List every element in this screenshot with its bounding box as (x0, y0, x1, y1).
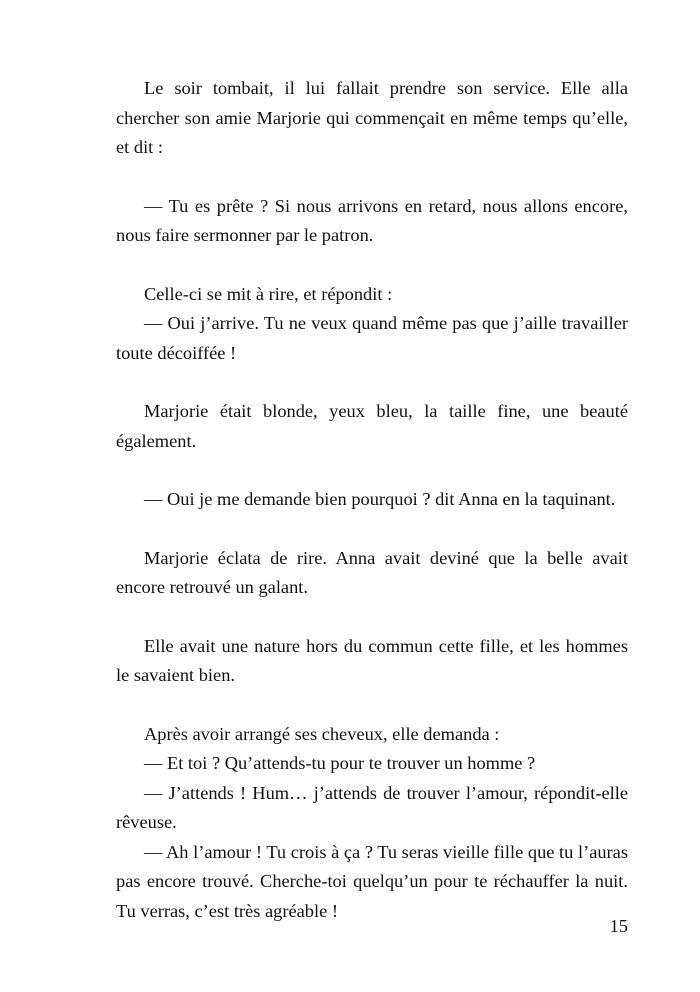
paragraph: Le soir tombait, il lui fallait prendre son service. Elle alla chercher son amie Marjorie qui commençait en même temps qu’elle, et dit : (116, 78, 628, 157)
paragraph-gap (116, 515, 628, 544)
paragraph: — Oui j’arrive. Tu ne veux quand même pas que j’aille travailler toute décoiffée ! (116, 313, 628, 363)
paragraph-gap (116, 163, 628, 192)
paragraph: Elle avait une nature hors du commun cette fille, et les hommes le savaient bien. (116, 635, 628, 685)
paragraph: — Oui je me demande bien pourquoi ? dit Anna en la taquinant. (144, 489, 616, 509)
paragraph-gap (116, 691, 628, 720)
paragraph: — Tu es prête ? Si nous arrivons en retard, nous allons encore, nous faire sermonner par le patron. (116, 195, 628, 245)
paragraph: Marjorie était blonde, yeux bleu, la taille fine, une beauté également. (116, 401, 628, 451)
page-number: 15 (609, 916, 628, 936)
paragraph-gap (116, 456, 628, 485)
paragraph: Marjorie éclata de rire. Anna avait deviné que la belle avait encore retrouvé un galant. (116, 547, 628, 597)
paragraph: — Ah l’amour ! Tu crois à ça ? Tu seras vieille fille que tu l’auras pas encore trouvé. Cherche-toi quelqu’un pour te réchauffer la nuit. Tu verras, c’est très agréable ! (116, 841, 628, 921)
paragraph-gap (116, 251, 628, 280)
page-body (116, 74, 628, 926)
paragraph-gap (116, 603, 628, 632)
paragraph: — J’attends ! Hum… j’attends de trouver l’amour, répondit-elle rêveuse. (116, 782, 628, 832)
paragraph: Après avoir arrangé ses cheveux, elle demanda : (144, 723, 500, 744)
paragraph-gap (116, 368, 628, 397)
paragraph: Celle-ci se mit à rire, et répondit : (144, 283, 393, 304)
paragraph: — Et toi ? Qu’attends-tu pour te trouver un homme ? (144, 753, 536, 773)
